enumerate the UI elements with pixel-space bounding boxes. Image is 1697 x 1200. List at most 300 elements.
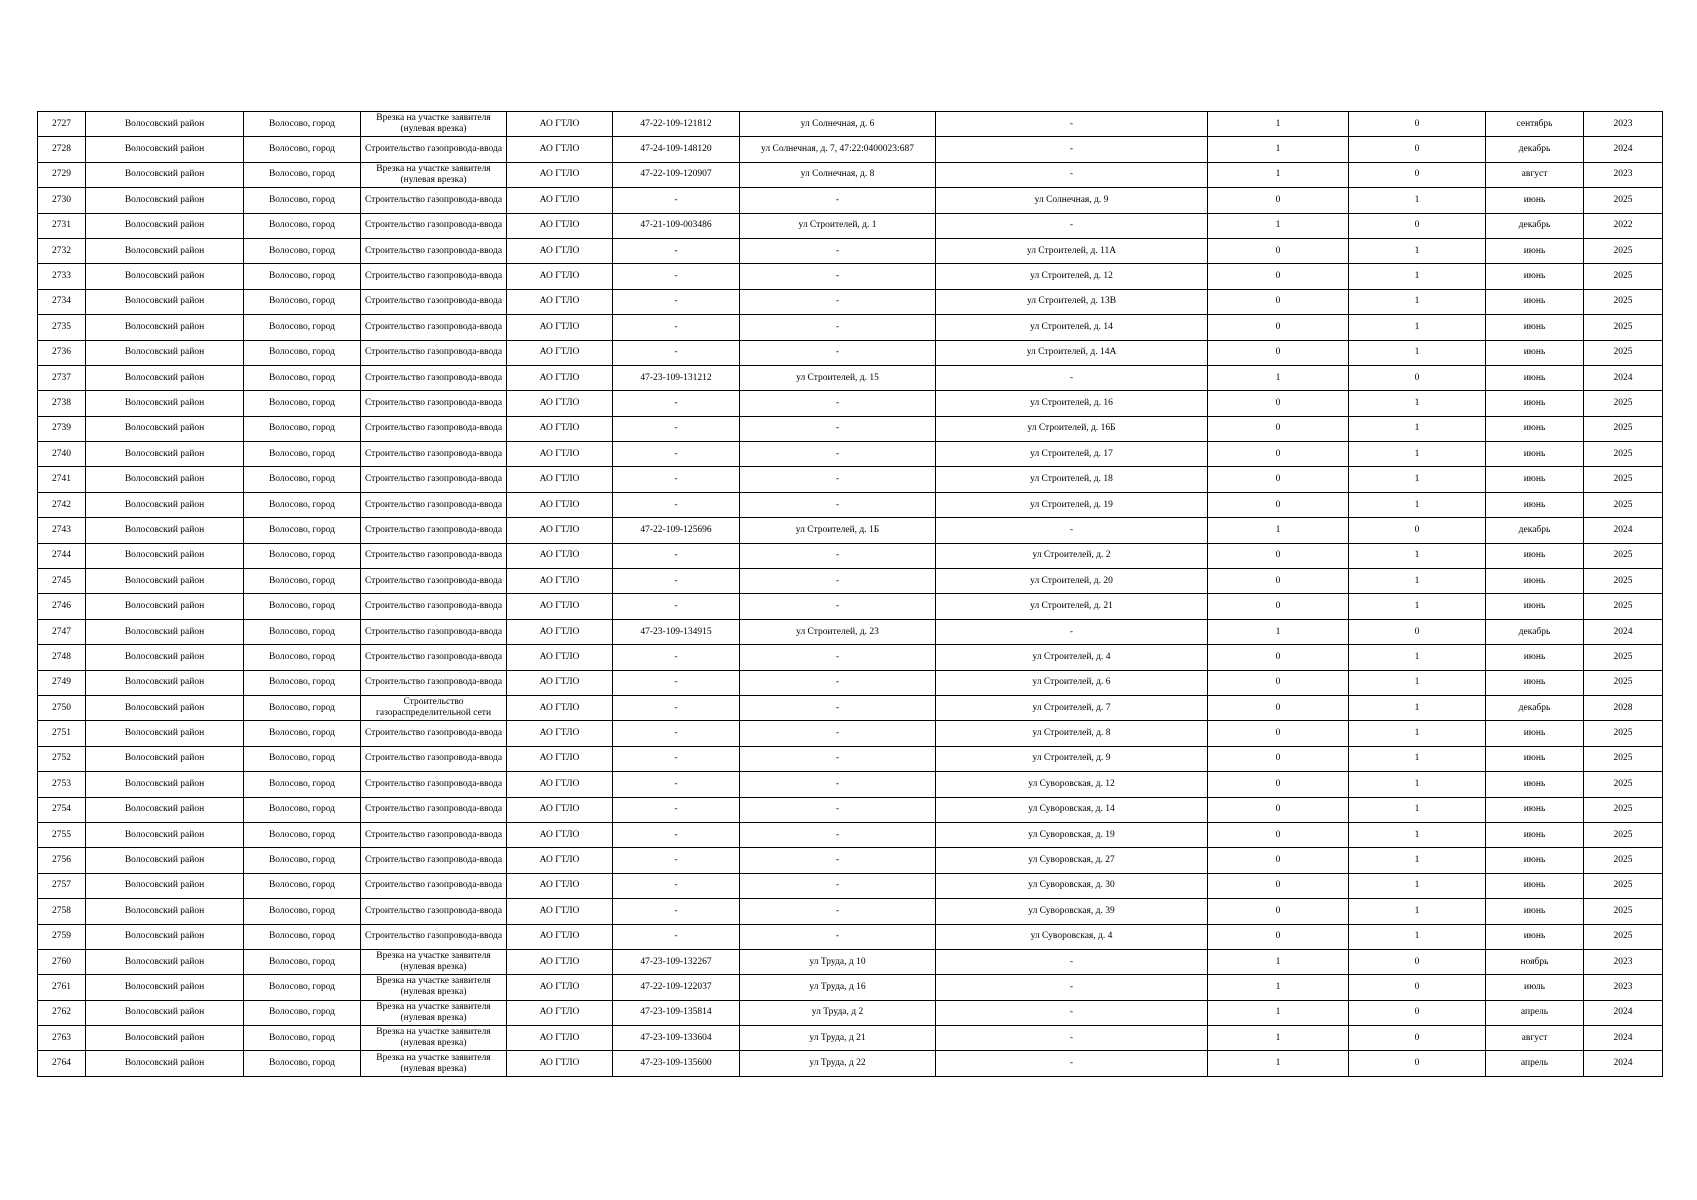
registration-number-cell: 47-23-109-135814 [613,1000,740,1025]
connected-count-cell: 0 [1208,264,1349,289]
row-number-cell: 2754 [38,797,86,822]
settlement-cell: Волосово, город [244,416,361,441]
district-cell: Волосовский район [86,112,244,137]
address-connected-cell: ул Труда, д 22 [740,1051,936,1076]
address-planned-cell: ул Строителей, д. 17 [936,442,1208,467]
work-type-cell: Строительство газопровода-ввода [361,264,507,289]
address-planned-cell: ул Суворовская, д. 19 [936,822,1208,847]
work-type-cell: Врезка на участке заявителя (нулевая врезка) [361,949,507,974]
year-cell: 2024 [1584,619,1663,644]
row-number-cell: 2736 [38,340,86,365]
organization-cell: АО ГТЛО [507,518,613,543]
work-type-cell: Строительство газопровода-ввода [361,365,507,390]
planned-count-cell: 1 [1349,873,1486,898]
settlement-cell: Волосово, город [244,822,361,847]
address-planned-cell: - [936,365,1208,390]
connected-count-cell: 0 [1208,746,1349,771]
row-number-cell: 2742 [38,492,86,517]
district-cell: Волосовский район [86,746,244,771]
month-cell: июнь [1486,442,1584,467]
table-body [38,112,1663,1077]
registration-number-cell: - [613,848,740,873]
month-cell: июнь [1486,670,1584,695]
table-row [38,137,1663,162]
row-number-cell: 2762 [38,1000,86,1025]
year-cell: 2025 [1584,670,1663,695]
settlement-cell: Волосово, город [244,949,361,974]
row-number-cell: 2759 [38,924,86,949]
settlement-cell: Волосово, город [244,518,361,543]
district-cell: Волосовский район [86,949,244,974]
address-planned-cell: ул Солнечная, д. 9 [936,188,1208,213]
row-number-cell: 2734 [38,289,86,314]
address-planned-cell: ул Строителей, д. 7 [936,695,1208,720]
table-row [38,772,1663,797]
table-row [38,162,1663,187]
connected-count-cell: 0 [1208,569,1349,594]
connected-count-cell: 0 [1208,543,1349,568]
settlement-cell: Волосово, город [244,365,361,390]
registration-number-cell: 47-21-109-003486 [613,213,740,238]
table-row [38,340,1663,365]
connected-count-cell: 1 [1208,975,1349,1000]
row-number-cell: 2756 [38,848,86,873]
registration-number-cell: - [613,315,740,340]
district-cell: Волосовский район [86,264,244,289]
address-planned-cell: - [936,619,1208,644]
settlement-cell: Волосово, город [244,315,361,340]
work-type-cell: Строительство газопровода-ввода [361,670,507,695]
row-number-cell: 2748 [38,645,86,670]
data-table [37,111,1663,1077]
month-cell: июнь [1486,645,1584,670]
address-connected-cell: - [740,391,936,416]
settlement-cell: Волосово, город [244,721,361,746]
address-connected-cell: - [740,746,936,771]
table-row [38,467,1663,492]
settlement-cell: Волосово, город [244,569,361,594]
planned-count-cell: 0 [1349,1000,1486,1025]
row-number-cell: 2751 [38,721,86,746]
organization-cell: АО ГТЛО [507,848,613,873]
registration-number-cell: - [613,442,740,467]
month-cell: июнь [1486,797,1584,822]
connected-count-cell: 1 [1208,1000,1349,1025]
table-row [38,797,1663,822]
planned-count-cell: 0 [1349,949,1486,974]
organization-cell: АО ГТЛО [507,188,613,213]
organization-cell: АО ГТЛО [507,924,613,949]
work-type-cell: Строительство газопровода-ввода [361,391,507,416]
settlement-cell: Волосово, город [244,137,361,162]
planned-count-cell: 1 [1349,899,1486,924]
connected-count-cell: 0 [1208,822,1349,847]
table-row [38,746,1663,771]
planned-count-cell: 1 [1349,797,1486,822]
address-connected-cell: - [740,442,936,467]
year-cell: 2025 [1584,772,1663,797]
planned-count-cell: 1 [1349,543,1486,568]
settlement-cell: Волосово, город [244,695,361,720]
planned-count-cell: 1 [1349,289,1486,314]
district-cell: Волосовский район [86,797,244,822]
connected-count-cell: 1 [1208,162,1349,187]
organization-cell: АО ГТЛО [507,670,613,695]
planned-count-cell: 1 [1349,772,1486,797]
planned-count-cell: 1 [1349,416,1486,441]
row-number-cell: 2730 [38,188,86,213]
planned-count-cell: 0 [1349,518,1486,543]
connected-count-cell: 0 [1208,315,1349,340]
table-row [38,619,1663,644]
year-cell: 2025 [1584,721,1663,746]
row-number-cell: 2735 [38,315,86,340]
month-cell: июнь [1486,238,1584,263]
work-type-cell: Строительство газопровода-ввода [361,645,507,670]
work-type-cell: Строительство газопровода-ввода [361,746,507,771]
work-type-cell: Строительство газопровода-ввода [361,467,507,492]
work-type-cell: Строительство газопровода-ввода [361,518,507,543]
table-row [38,899,1663,924]
connected-count-cell: 0 [1208,924,1349,949]
district-cell: Волосовский район [86,442,244,467]
connected-count-cell: 0 [1208,873,1349,898]
planned-count-cell: 0 [1349,365,1486,390]
address-connected-cell: - [740,899,936,924]
registration-number-cell: - [613,543,740,568]
address-planned-cell: ул Суворовская, д. 39 [936,899,1208,924]
row-number-cell: 2750 [38,695,86,720]
month-cell: июнь [1486,416,1584,441]
organization-cell: АО ГТЛО [507,315,613,340]
work-type-cell: Строительство газораспределительной сети [361,695,507,720]
month-cell: июнь [1486,594,1584,619]
row-number-cell: 2740 [38,442,86,467]
address-connected-cell: ул Труда, д 10 [740,949,936,974]
district-cell: Волосовский район [86,848,244,873]
address-connected-cell: - [740,645,936,670]
organization-cell: АО ГТЛО [507,264,613,289]
organization-cell: АО ГТЛО [507,721,613,746]
table-row [38,416,1663,441]
address-connected-cell: - [740,873,936,898]
planned-count-cell: 0 [1349,619,1486,644]
address-planned-cell: ул Строителей, д. 21 [936,594,1208,619]
connected-count-cell: 0 [1208,721,1349,746]
year-cell: 2025 [1584,848,1663,873]
work-type-cell: Строительство газопровода-ввода [361,772,507,797]
year-cell: 2025 [1584,391,1663,416]
settlement-cell: Волосово, город [244,238,361,263]
district-cell: Волосовский район [86,289,244,314]
address-connected-cell: - [740,594,936,619]
row-number-cell: 2760 [38,949,86,974]
table-row [38,873,1663,898]
registration-number-cell: 47-23-109-135600 [613,1051,740,1076]
row-number-cell: 2764 [38,1051,86,1076]
settlement-cell: Волосово, город [244,112,361,137]
settlement-cell: Волосово, город [244,162,361,187]
row-number-cell: 2753 [38,772,86,797]
year-cell: 2024 [1584,1026,1663,1051]
settlement-cell: Волосово, город [244,213,361,238]
district-cell: Волосовский район [86,772,244,797]
address-connected-cell: - [740,822,936,847]
year-cell: 2025 [1584,797,1663,822]
planned-count-cell: 1 [1349,569,1486,594]
table-row [38,391,1663,416]
month-cell: сентябрь [1486,112,1584,137]
organization-cell: АО ГТЛО [507,797,613,822]
registration-number-cell: 47-23-109-133604 [613,1026,740,1051]
registration-number-cell: - [613,238,740,263]
registration-number-cell: - [613,594,740,619]
organization-cell: АО ГТЛО [507,619,613,644]
connected-count-cell: 0 [1208,899,1349,924]
table-row [38,365,1663,390]
district-cell: Волосовский район [86,467,244,492]
work-type-cell: Строительство газопровода-ввода [361,188,507,213]
month-cell: июнь [1486,264,1584,289]
connected-count-cell: 1 [1208,619,1349,644]
registration-number-cell: - [613,645,740,670]
year-cell: 2024 [1584,1000,1663,1025]
registration-number-cell: - [613,822,740,847]
registration-number-cell: - [613,924,740,949]
address-connected-cell: ул Строителей, д. 1 [740,213,936,238]
registration-number-cell: - [613,721,740,746]
connected-count-cell: 0 [1208,492,1349,517]
row-number-cell: 2757 [38,873,86,898]
settlement-cell: Волосово, город [244,899,361,924]
address-planned-cell: ул Строителей, д. 16Б [936,416,1208,441]
connected-count-cell: 0 [1208,594,1349,619]
year-cell: 2024 [1584,1051,1663,1076]
address-connected-cell: - [740,467,936,492]
planned-count-cell: 1 [1349,670,1486,695]
table-row [38,238,1663,263]
work-type-cell: Строительство газопровода-ввода [361,442,507,467]
month-cell: июнь [1486,569,1584,594]
address-connected-cell: - [740,569,936,594]
table-row [38,848,1663,873]
address-planned-cell: ул Строителей, д. 16 [936,391,1208,416]
work-type-cell: Строительство газопровода-ввода [361,924,507,949]
district-cell: Волосовский район [86,492,244,517]
organization-cell: АО ГТЛО [507,1026,613,1051]
address-planned-cell: ул Строителей, д. 11А [936,238,1208,263]
month-cell: июнь [1486,746,1584,771]
work-type-cell: Строительство газопровода-ввода [361,315,507,340]
work-type-cell: Строительство газопровода-ввода [361,543,507,568]
month-cell: июнь [1486,315,1584,340]
registration-number-cell: - [613,340,740,365]
year-cell: 2025 [1584,543,1663,568]
registration-number-cell: 47-22-109-121812 [613,112,740,137]
table-row [38,264,1663,289]
settlement-cell: Волосово, город [244,873,361,898]
district-cell: Волосовский район [86,594,244,619]
work-type-cell: Врезка на участке заявителя (нулевая врезка) [361,112,507,137]
settlement-cell: Волосово, город [244,797,361,822]
registration-number-cell: 47-22-109-120907 [613,162,740,187]
address-connected-cell: - [740,492,936,517]
address-planned-cell: - [936,162,1208,187]
registration-number-cell: - [613,797,740,822]
address-connected-cell: - [740,238,936,263]
address-planned-cell: - [936,112,1208,137]
district-cell: Волосовский район [86,391,244,416]
organization-cell: АО ГТЛО [507,822,613,847]
organization-cell: АО ГТЛО [507,340,613,365]
connected-count-cell: 0 [1208,340,1349,365]
table-row [38,1000,1663,1025]
row-number-cell: 2761 [38,975,86,1000]
settlement-cell: Волосово, город [244,188,361,213]
district-cell: Волосовский район [86,518,244,543]
organization-cell: АО ГТЛО [507,162,613,187]
district-cell: Волосовский район [86,619,244,644]
organization-cell: АО ГТЛО [507,112,613,137]
organization-cell: АО ГТЛО [507,569,613,594]
table-row [38,543,1663,568]
work-type-cell: Строительство газопровода-ввода [361,619,507,644]
month-cell: апрель [1486,1051,1584,1076]
row-number-cell: 2747 [38,619,86,644]
registration-number-cell: - [613,569,740,594]
year-cell: 2024 [1584,518,1663,543]
address-connected-cell: - [740,289,936,314]
address-planned-cell: ул Суворовская, д. 30 [936,873,1208,898]
year-cell: 2025 [1584,822,1663,847]
year-cell: 2025 [1584,899,1663,924]
table-row [38,594,1663,619]
settlement-cell: Волосово, город [244,492,361,517]
connected-count-cell: 0 [1208,848,1349,873]
work-type-cell: Строительство газопровода-ввода [361,416,507,441]
table-row [38,1051,1663,1076]
address-planned-cell: ул Строителей, д. 18 [936,467,1208,492]
address-connected-cell: - [740,695,936,720]
connected-count-cell: 0 [1208,416,1349,441]
address-connected-cell: - [740,416,936,441]
address-connected-cell: ул Солнечная, д. 7, 47:22:0400023:687 [740,137,936,162]
registration-number-cell: - [613,746,740,771]
settlement-cell: Волосово, город [244,594,361,619]
planned-count-cell: 0 [1349,1026,1486,1051]
work-type-cell: Строительство газопровода-ввода [361,569,507,594]
settlement-cell: Волосово, город [244,543,361,568]
connected-count-cell: 0 [1208,467,1349,492]
row-number-cell: 2745 [38,569,86,594]
connected-count-cell: 0 [1208,188,1349,213]
planned-count-cell: 1 [1349,315,1486,340]
connected-count-cell: 0 [1208,391,1349,416]
planned-count-cell: 0 [1349,162,1486,187]
settlement-cell: Волосово, город [244,975,361,1000]
table-row [38,949,1663,974]
planned-count-cell: 1 [1349,264,1486,289]
planned-count-cell: 1 [1349,721,1486,746]
planned-count-cell: 0 [1349,1051,1486,1076]
work-type-cell: Строительство газопровода-ввода [361,822,507,847]
address-planned-cell: - [936,137,1208,162]
address-planned-cell: - [936,213,1208,238]
work-type-cell: Врезка на участке заявителя (нулевая врезка) [361,975,507,1000]
registration-number-cell: - [613,391,740,416]
registration-number-cell: - [613,695,740,720]
connected-count-cell: 0 [1208,645,1349,670]
year-cell: 2023 [1584,162,1663,187]
settlement-cell: Волосово, город [244,1026,361,1051]
address-planned-cell: - [936,1051,1208,1076]
work-type-cell: Строительство газопровода-ввода [361,238,507,263]
settlement-cell: Волосово, город [244,340,361,365]
district-cell: Волосовский район [86,924,244,949]
table-row [38,1026,1663,1051]
organization-cell: АО ГТЛО [507,442,613,467]
planned-count-cell: 1 [1349,848,1486,873]
address-planned-cell: ул Строителей, д. 8 [936,721,1208,746]
month-cell: август [1486,1026,1584,1051]
settlement-cell: Волосово, город [244,1051,361,1076]
year-cell: 2022 [1584,213,1663,238]
connected-count-cell: 1 [1208,518,1349,543]
year-cell: 2025 [1584,873,1663,898]
connected-count-cell: 0 [1208,442,1349,467]
address-connected-cell: ул Строителей, д. 23 [740,619,936,644]
organization-cell: АО ГТЛО [507,594,613,619]
connected-count-cell: 0 [1208,289,1349,314]
month-cell: декабрь [1486,137,1584,162]
row-number-cell: 2727 [38,112,86,137]
row-number-cell: 2752 [38,746,86,771]
settlement-cell: Волосово, город [244,772,361,797]
work-type-cell: Строительство газопровода-ввода [361,848,507,873]
month-cell: ноябрь [1486,949,1584,974]
registration-number-cell: - [613,670,740,695]
address-connected-cell: - [740,797,936,822]
district-cell: Волосовский район [86,340,244,365]
connected-count-cell: 1 [1208,137,1349,162]
address-planned-cell: ул Строителей, д. 9 [936,746,1208,771]
table-row [38,822,1663,847]
month-cell: апрель [1486,1000,1584,1025]
registration-number-cell: - [613,467,740,492]
address-planned-cell: - [936,1000,1208,1025]
address-connected-cell: - [740,543,936,568]
registration-number-cell: - [613,264,740,289]
row-number-cell: 2743 [38,518,86,543]
settlement-cell: Волосово, город [244,848,361,873]
organization-cell: АО ГТЛО [507,467,613,492]
address-connected-cell: ул Труда, д 16 [740,975,936,1000]
month-cell: июнь [1486,848,1584,873]
organization-cell: АО ГТЛО [507,492,613,517]
year-cell: 2025 [1584,569,1663,594]
address-connected-cell: ул Солнечная, д. 6 [740,112,936,137]
year-cell: 2025 [1584,467,1663,492]
registration-number-cell: - [613,873,740,898]
table-row [38,645,1663,670]
year-cell: 2023 [1584,975,1663,1000]
address-connected-cell: - [740,848,936,873]
month-cell: июнь [1486,391,1584,416]
table-row [38,518,1663,543]
planned-count-cell: 0 [1349,137,1486,162]
planned-count-cell: 1 [1349,340,1486,365]
table-row [38,492,1663,517]
